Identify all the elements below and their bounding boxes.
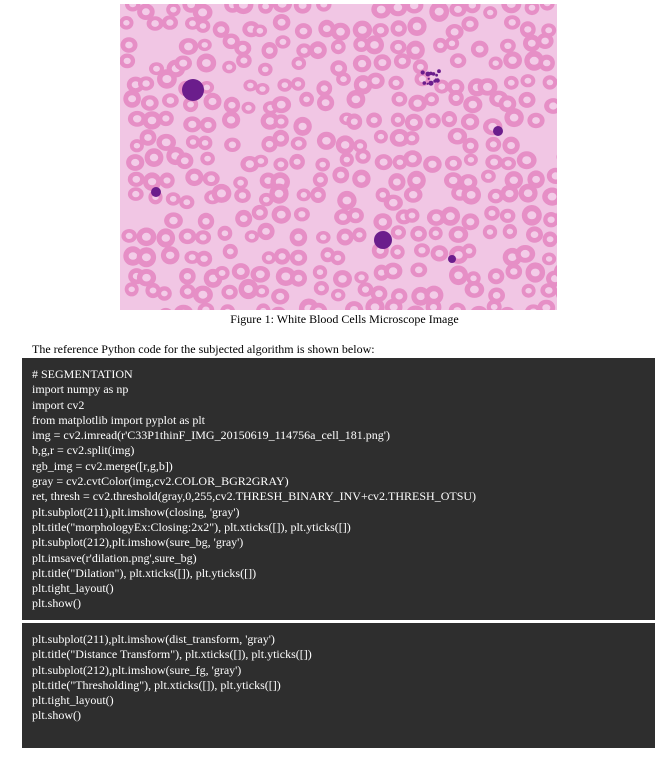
code-line: img = cv2.imread(r'C33P1thinF_IMG_20150619_114756a_cell_181.png') [32,428,390,443]
platelet [427,83,429,85]
red-blood-cell [521,74,536,87]
red-blood-cell [522,284,536,298]
red-blood-cell [195,230,211,244]
red-blood-cell [277,79,292,92]
red-blood-cell [374,130,388,144]
red-blood-cell [145,148,164,167]
red-blood-cell [224,97,240,114]
blood-cells-image [120,4,557,310]
red-blood-cell [233,176,248,189]
red-blood-cell [481,170,496,183]
red-blood-cell [391,113,405,127]
red-blood-cell [290,250,307,266]
red-blood-cell [526,262,546,282]
red-blood-cell [183,116,201,132]
white-blood-cell [151,187,161,197]
red-blood-cell [504,76,519,90]
red-blood-cell [196,19,211,33]
red-blood-cell [137,247,156,267]
red-blood-cell [526,226,543,242]
red-blood-cell [252,205,268,220]
red-blood-cell [218,226,233,241]
red-blood-cell [445,37,459,50]
red-blood-cell [235,210,252,227]
red-blood-cell [295,23,312,39]
red-blood-cell [196,251,212,267]
red-blood-cell [366,113,382,128]
red-blood-cell [273,158,288,172]
red-blood-cell [269,184,288,204]
red-blood-cell [242,102,256,114]
red-blood-cell [503,224,517,239]
red-blood-cell [465,281,485,298]
code-line: plt.tight_layout() [32,581,114,596]
red-blood-cell [254,155,269,168]
red-blood-cell [423,156,442,173]
red-blood-cell [519,184,538,203]
platelet [432,72,436,76]
red-blood-cell [317,132,336,150]
red-blood-cell [245,230,259,242]
red-blood-cell [164,212,183,228]
code-line: from matplotlib import pyplot as plt [32,412,205,427]
red-blood-cell [314,281,329,295]
red-blood-cell [403,150,422,167]
red-blood-cell [445,156,462,171]
red-blood-cell [540,283,557,298]
platelet [421,70,425,74]
red-blood-cell [461,185,481,204]
red-blood-cell [236,53,252,68]
red-blood-cell [243,80,257,92]
red-blood-cell [503,51,522,69]
red-blood-cell [515,245,535,263]
red-blood-cell [471,41,489,58]
red-blood-cell [462,138,478,154]
red-blood-cell [333,270,352,288]
red-blood-cell [125,282,139,296]
red-blood-cell [502,137,519,155]
platelet [423,81,427,85]
red-blood-cell [128,187,144,201]
red-blood-cell [200,117,217,133]
red-blood-cell [159,173,174,189]
red-blood-cell [410,263,427,278]
red-blood-cell [337,191,356,210]
red-blood-cell [522,205,542,226]
microscope-image [120,4,557,310]
red-blood-cell [222,61,236,74]
code-line: plt.title("Dilation"), plt.xticks([]), plt.yticks([]) [32,565,257,580]
red-blood-cell [367,73,385,89]
red-blood-cell [254,285,269,298]
red-blood-cell [271,289,289,305]
platelet [433,80,436,83]
red-blood-cell [158,111,174,126]
code-line: rgb_img = cv2.merge([r,g,b]) [32,458,173,473]
red-blood-cell [392,92,408,107]
code-lines [32,367,476,612]
red-blood-cell [297,189,311,202]
red-blood-cell [290,228,308,246]
red-blood-cell [488,268,504,284]
red-blood-cell [353,21,372,40]
red-blood-cell [486,137,502,152]
code-line: plt.title("morphologyEx:Closing:2x2"), plt.xticks([]), plt.yticks([]) [32,519,351,534]
red-blood-cell [157,228,176,247]
red-blood-cell [262,42,278,59]
code-line: gray = cv2.cvtColor(img,cv2.COLOR_BGR2GRAY) [32,474,289,489]
red-blood-cell [448,90,463,106]
platelet [437,69,441,73]
red-blood-cell [291,137,307,151]
white-blood-cell [448,255,456,263]
red-blood-cell [365,35,384,54]
red-blood-cell [336,135,355,154]
red-blood-cell [489,57,503,70]
code-block-transform [22,623,655,748]
red-blood-cell [431,245,449,261]
red-blood-cell [313,265,327,279]
red-blood-cell [141,95,159,111]
red-blood-cell [394,53,411,69]
red-blood-cell [347,90,366,109]
code-line: plt.subplot(211),plt.imshow(dist_transform, 'gray') [32,632,275,646]
red-blood-cell [121,229,137,243]
code-line: # SEGMENTATION [32,367,133,381]
red-blood-cell [346,114,362,130]
code-line: ret, thresh = cv2.threshold(gray,0,255,cv2.THRESH_BINARY_INV+cv2.THRESH_OTSU) [32,489,477,504]
red-blood-cell [215,266,230,280]
red-blood-cell [253,25,267,38]
red-blood-cell [166,192,181,205]
red-blood-cell [120,54,135,69]
red-blood-cell [140,129,157,146]
red-blood-cell [354,271,368,283]
red-blood-cell [375,154,393,170]
red-blood-cell [299,92,314,107]
red-blood-cell [539,55,555,72]
red-blood-cell [275,35,290,48]
red-blood-cell [404,187,423,203]
red-blood-cell [442,111,458,127]
red-blood-cell [408,95,427,112]
red-blood-cell [157,286,172,300]
red-blood-cell [198,136,213,151]
red-blood-cell [289,154,305,170]
red-blood-cell [483,6,497,19]
code-line: plt.subplot(212),plt.imshow(sure_fg, 'gray') [32,662,242,677]
red-blood-cell [294,207,310,221]
red-blood-cell [410,226,427,242]
platelet [435,74,438,77]
red-blood-cell [542,253,556,266]
red-blood-cell [441,207,460,226]
red-blood-cell [224,138,241,152]
red-blood-cell [388,76,403,90]
red-blood-cell [185,169,203,187]
red-blood-cell [317,94,334,111]
red-blood-cell [179,195,194,209]
code-line: plt.title("Thresholding"), plt.xticks([]), plt.yticks([]) [32,677,281,692]
red-blood-cell [292,57,307,70]
red-blood-cell [483,225,497,239]
red-blood-cell [137,228,157,247]
red-blood-cell [543,75,557,89]
red-blood-cell [527,113,544,128]
code-line: plt.show() [32,708,81,723]
red-blood-cell [462,213,480,230]
red-blood-cell [373,213,392,230]
red-blood-cell [352,170,370,188]
red-blood-cell [353,55,371,72]
code-line: plt.imsave(r'dilation.png',sure_bg) [32,550,197,565]
code-line: import cv2 [32,397,85,412]
red-blood-cell [193,286,213,304]
red-blood-cell [290,270,307,287]
red-blood-cell [212,184,232,203]
red-blood-cell [537,33,554,49]
red-blood-cell [391,20,407,36]
platelet [426,72,431,77]
red-blood-cell [500,39,516,53]
red-blood-cell [179,38,198,55]
code-line: plt.subplot(212),plt.imshow(sure_bg, 'gray') [32,535,244,550]
red-blood-cell [485,155,503,170]
red-blood-cell [390,245,404,260]
red-blood-cell [203,171,220,186]
platelet [428,78,430,80]
red-blood-cell [121,37,138,53]
red-blood-cell [162,15,178,29]
red-blood-cell [126,154,144,171]
red-blood-cell [391,225,406,239]
red-blood-cell [384,263,403,280]
red-blood-cell [355,149,370,164]
code-line: plt.title("Distance Transform"), plt.xticks([]), plt.yticks([]) [32,647,312,662]
intro-text: The reference Python code for the subjected algorithm is shown below: [32,342,375,356]
red-blood-cell [179,229,197,245]
code-block-segmentation [22,358,655,620]
red-blood-cell [331,40,346,55]
red-blood-cell [424,92,439,106]
red-blood-cell [176,153,193,170]
red-blood-cell [232,263,250,280]
red-blood-cell [162,93,179,108]
red-blood-cell [309,41,327,59]
red-blood-cell [372,23,389,37]
red-blood-cell [256,83,270,95]
red-blood-cell [272,96,292,113]
red-blood-cell [157,69,177,88]
red-blood-cell [123,90,141,108]
red-blood-cell [198,39,212,51]
red-blood-cell [484,206,500,221]
red-blood-cell [390,40,406,54]
red-blood-cell [128,172,145,187]
red-blood-cell [543,232,557,248]
red-blood-cell [330,251,345,266]
red-blood-cell [204,93,222,110]
code-line: import numpy as np [32,382,129,397]
red-blood-cell [506,264,523,280]
code-line: plt.subplot(211),plt.imshow(closing, 'gray') [32,504,240,519]
code-line: plt.show() [32,596,81,611]
red-blood-cell [161,246,180,264]
red-blood-cell [223,244,238,259]
red-blood-cell [388,173,405,191]
red-blood-cell [347,208,364,224]
red-blood-cell [414,243,430,257]
red-blood-cell [291,77,305,91]
white-blood-cell [493,126,503,136]
red-blood-cell [462,244,476,259]
red-blood-cell [384,195,403,211]
red-blood-cell [449,266,468,286]
red-blood-cell [407,17,426,36]
red-blood-cell [461,16,478,32]
code-line: b,g,r = cv2.split(img) [32,443,135,458]
red-blood-cell [313,172,328,187]
red-blood-cell [374,54,392,71]
red-blood-cell [200,152,215,166]
red-blood-cell [352,228,366,243]
red-blood-cell [519,92,536,108]
red-blood-cell [500,209,516,223]
red-blood-cell [500,157,516,170]
red-blood-cell [463,96,482,113]
red-blood-cell [174,56,192,71]
red-blood-cell [197,54,217,73]
red-blood-cell [274,114,289,128]
red-blood-cell [272,206,291,224]
red-blood-cell [273,14,291,31]
red-blood-cell [336,72,351,86]
red-blood-cell [221,285,237,300]
red-blood-cell [464,154,478,166]
red-blood-cell [138,76,154,90]
red-blood-cell [517,151,537,169]
red-blood-cell [331,23,350,41]
red-blood-cell [147,16,164,31]
red-blood-cell [273,130,290,147]
red-blood-cell [337,229,354,246]
red-blood-cell [198,213,214,230]
red-blood-cell [331,289,345,302]
red-blood-cell [262,251,276,264]
red-blood-cell [257,223,274,240]
red-blood-cell [316,231,331,244]
red-blood-cell [332,167,349,184]
code-lines [32,632,312,724]
red-blood-cell [340,152,354,166]
red-blood-cell [405,208,420,223]
red-blood-cell [315,158,330,172]
red-blood-cell [179,268,196,285]
red-blood-cell [222,111,240,128]
code-line: plt.tight_layout() [32,693,114,708]
platelet [429,81,432,84]
red-blood-cell [258,63,273,76]
red-blood-cell [405,114,423,131]
red-blood-cell [316,80,332,96]
red-blood-cell [251,266,271,283]
figure-caption: Figure 1: White Blood Cells Microscope Image [230,312,459,326]
white-blood-cell [182,79,204,101]
red-blood-cell [404,131,419,145]
red-blood-cell [450,53,466,68]
red-blood-cell [425,113,441,128]
red-blood-cell [310,187,326,203]
red-blood-cell [429,226,443,240]
red-blood-cell [274,248,290,264]
red-blood-cell [293,117,311,136]
red-blood-cell [461,114,479,131]
white-blood-cell [374,231,392,249]
red-blood-cell [504,108,523,127]
red-blood-cell [501,185,519,203]
red-blood-cell [234,188,251,203]
red-blood-cell [504,15,520,29]
red-blood-cell [449,226,469,243]
